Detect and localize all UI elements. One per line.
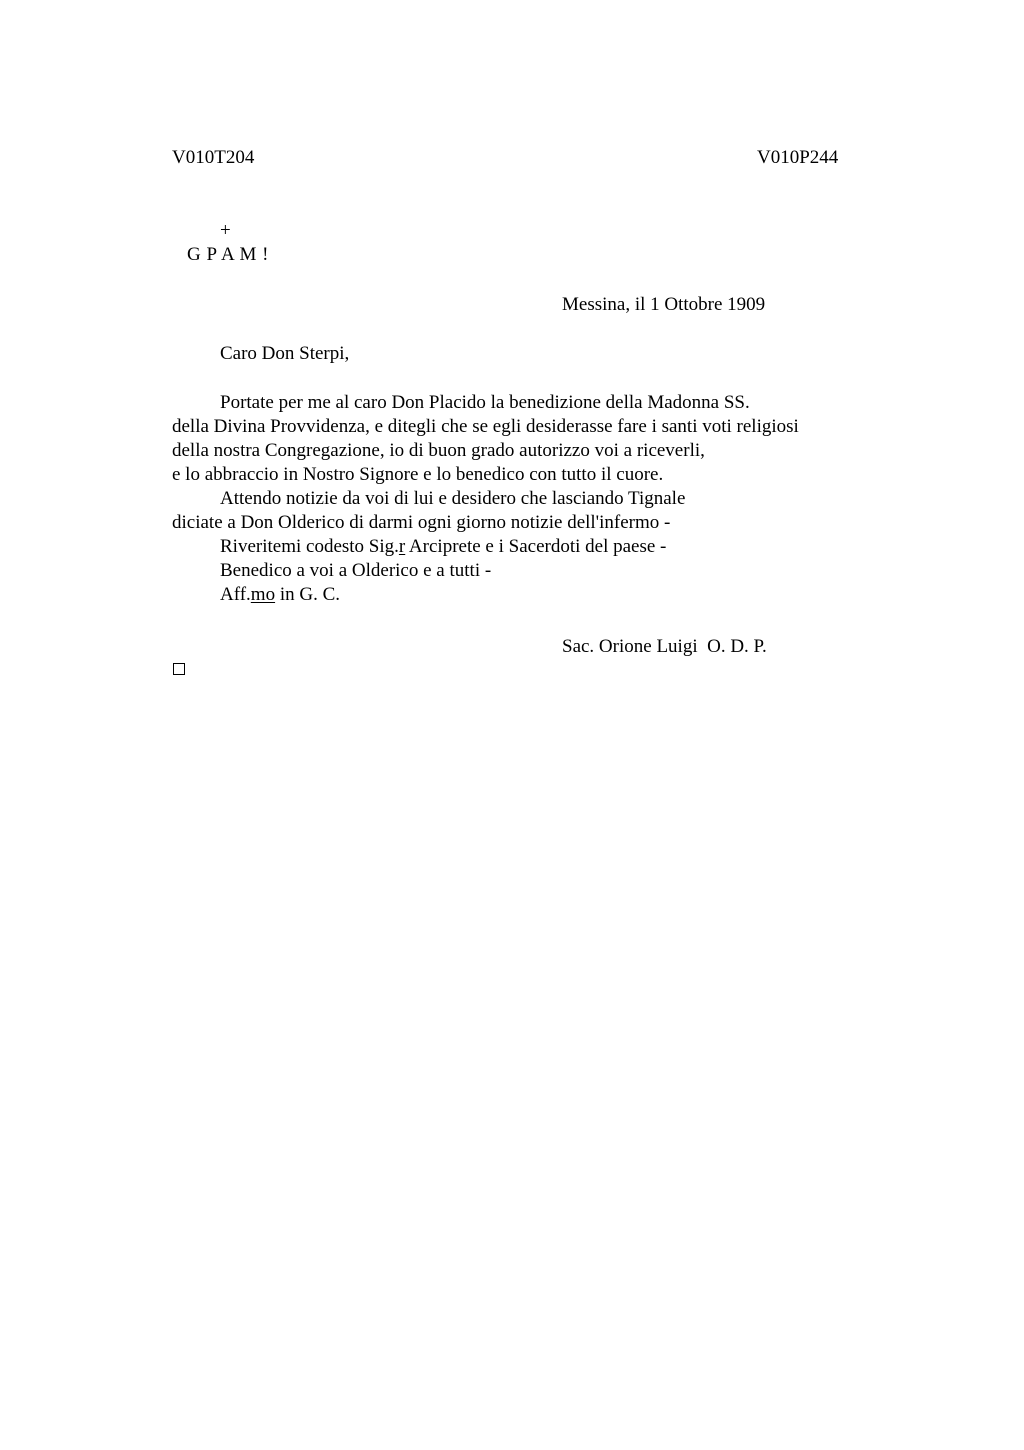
salutation: Caro Don Sterpi, (220, 343, 350, 364)
closing-text: Aff. (220, 584, 251, 605)
cross-mark: + (220, 220, 231, 241)
body-line: della Divina Provvidenza, e ditegli che se egli desiderasse fare i santi voti religiosi (172, 416, 799, 437)
body-line: Portate per me al caro Don Placido la benedizione della Madonna SS. (220, 392, 750, 413)
signature: Sac. Orione Luigi O. D. P. (562, 636, 767, 657)
closing-line (172, 583, 872, 607)
abbreviation-superscript: r (398, 536, 406, 557)
body-line: Benedico a voi a Olderico e a tutti - (220, 560, 492, 581)
body-text: Arciprete e i Sacerdoti del paese - (405, 536, 667, 557)
body-line: della nostra Congregazione, io di buon grado autorizzo voi a riceverli, (172, 440, 705, 461)
abbreviation-superscript: mo (250, 584, 276, 605)
dateline: Messina, il 1 Ottobre 1909 (562, 294, 766, 315)
motto-gpam: G P A M ! (187, 244, 269, 265)
body-line (172, 535, 872, 559)
closing-text: in G. C. (275, 584, 341, 605)
volume-code-left: V010T204 (172, 147, 255, 168)
body-text: Riveritemi codesto Sig. (220, 536, 399, 557)
body-line: diciate a Don Olderico di darmi ogni giorno notizie dell'infermo - (172, 512, 671, 533)
body-line: e lo abbraccio in Nostro Signore e lo benedico con tutto il cuore. (172, 464, 664, 485)
page-code-right: V010P244 (757, 147, 839, 168)
body-line: Attendo notizie da voi di lui e desidero che lasciando Tignale (220, 488, 686, 509)
letter-body (172, 391, 872, 607)
square-outline-icon (173, 663, 185, 675)
